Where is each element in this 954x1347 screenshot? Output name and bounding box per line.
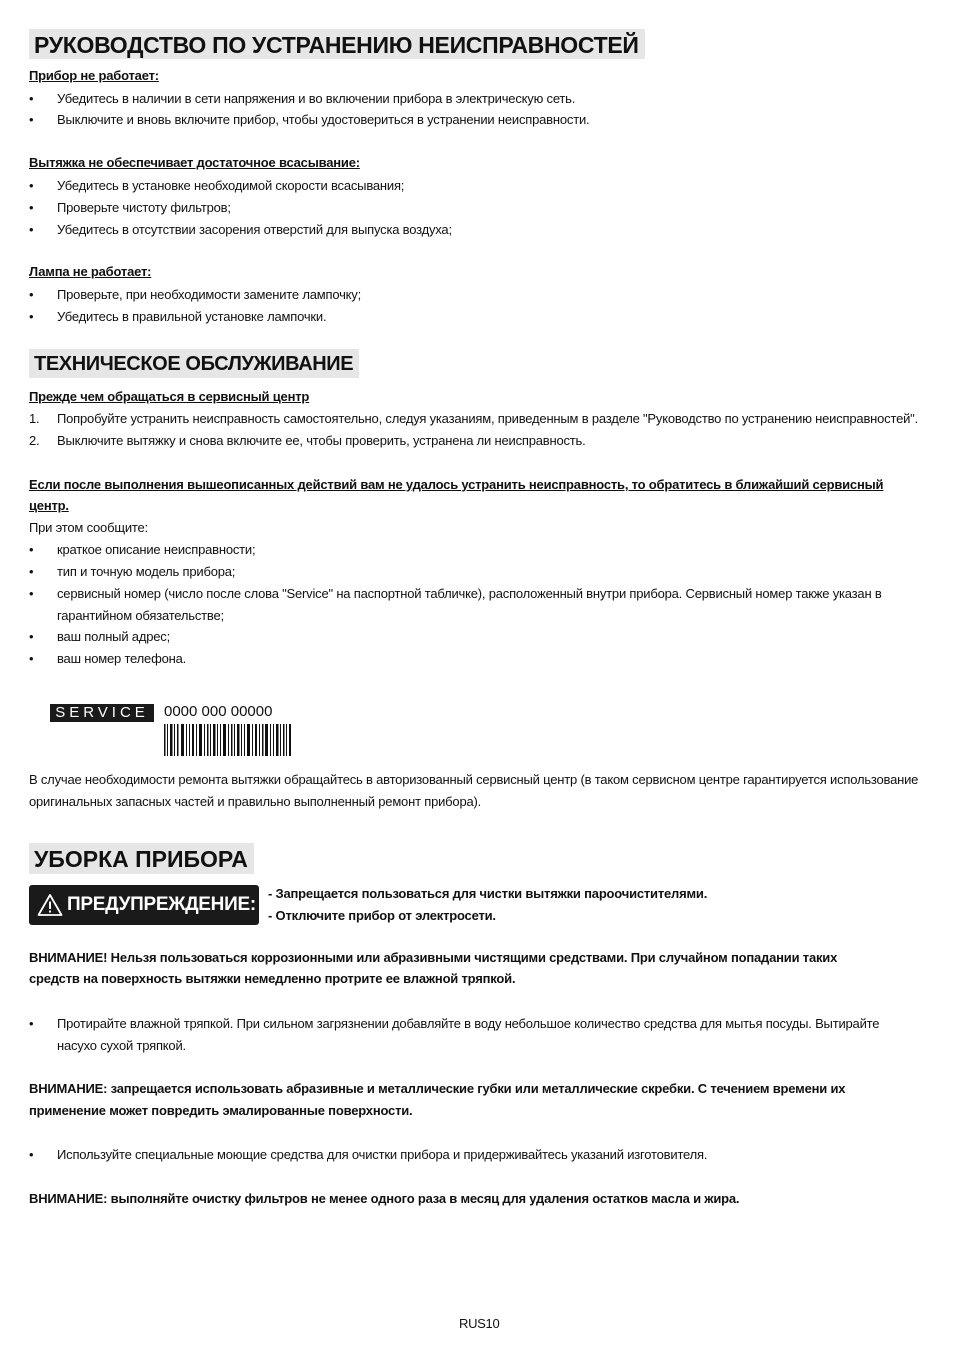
attention-filters: ВНИМАНИЕ: выполняйте очистку фильтров не менее одного раза в месяц для удаления остатков масла и жира. bbox=[29, 1191, 740, 1206]
contact-service-line: центр. bbox=[29, 498, 69, 513]
group-title-suction: Вытяжка не обеспечивает достаточное всасывание: bbox=[29, 155, 360, 170]
section-title-cleaning: УБОРКА ПРИБОРА bbox=[29, 843, 254, 874]
section-title-troubleshooting: РУКОВОДСТВО ПО УСТРАНЕНИЮ НЕИСПРАВНОСТЕЙ bbox=[29, 29, 645, 59]
service-label: SERVICE bbox=[50, 704, 154, 722]
manual-page: РУКОВОДСТВО ПО УСТРАНЕНИЮ НЕИСПРАВНОСТЕЙ Прибор не работает: • Убедитесь в наличии в сети напряжения и во включении прибора в электрическую сеть. • Выключите и вновь включите прибор, чтобы удостовериться в устранении неисправности. Вытяжка не обеспечивает достаточное всасывание: • Убедитесь в установке необходимой скорости всасывания; • Проверьте чистоту фильтров; • Убедитесь в отсутствии засорения отверстий для выпуска воздуха; Лампа не работает: • Проверьте, при необходимости замените лампочку; • Убедитесь в правильной установке лампочки. ТЕХНИЧЕСКОЕ ОБСЛУЖИВАНИЕ Прежде чем обращаться в сервисный центр 1. Попробуйте устранить неисправность самостоятельно, следуя указаниям, приведенным в разделе "Руководство по устранению неисправностей". 2. Выключите вытяжку и снова включите ее, чтобы проверить, устранена ли неисправность. Если после выполнения вышеописанных действий вам не удалось устранить неисправность, то обратитесь в ближайший сервисный центр. При этом сообщите: • краткое описание неисправности; • тип и точную модель прибора; • сервисный номер (число после слова "Service" на паспортной табличке), расположенный внутри прибора. Сервисный номер также указан в гарантийном обязательстве; • ваш полный адрес; • ваш номер телефона. SERVICE 0000 000 00000 В случае необходимости ремонта вытяжки обращайтесь в авторизованный сервисный центр (в таком сервисном центре гарантируется использование оригинальных запасных частей и правильно выполненный ремонт прибора). УБОРКА ПРИБОРА ПРЕДУПРЕЖДЕНИЕ: - Запрещается пользоваться для чистки вытяжки пароочистителями. - Отключите прибор от электросети. ВНИМАНИЕ! Нельзя пользоваться коррозионными или абразивными чистящими средствами. При случайном попадании таких средств на поверхность вытяжки немедленно протрите ее влажной тряпкой. • Протирайте влажной тряпкой. При сильном загрязнении добавляйте в воду небольшое количество средства для мытья посуды. Вытирайте насухо сухой тряпкой. ВНИМАНИЕ: запрещается использовать абразивные и металлические губки или металлические скребки. С течением времени их применение может повредить эмалированные поверхности. • Используйте специальные моющие средства для очистки прибора и придерживайтесь указаний изготовителя. ВНИМАНИЕ: выполняйте очистку фильтров не менее одного раза в месяц для удаления остатков масла и жира. RUS10 bbox=[0, 0, 954, 1347]
repair-paragraph-line: оригинальных запасных частей и правильно выполненный ремонт прибора). bbox=[29, 794, 482, 809]
warning-label: ПРЕДУПРЕЖДЕНИЕ: bbox=[67, 894, 256, 915]
warning-lines bbox=[268, 883, 707, 927]
attention-corrosive: ВНИМАНИЕ! Нельзя пользоваться коррозионными или абразивными чистящими средствами. При случайном попадании таких bbox=[29, 950, 838, 965]
repair-paragraph-line: В случае необходимости ремонта вытяжки обращайтесь в авторизованный сервисный центр (в таком сервисном центре гарантируется использование bbox=[29, 772, 919, 787]
warning-line: - Отключите прибор от электросети. bbox=[268, 908, 496, 923]
barcode-icon bbox=[164, 724, 292, 756]
warning-triangle-icon bbox=[37, 893, 63, 917]
contact-service-line: Если после выполнения вышеописанных действий вам не удалось устранить неисправность, то обратитесь в ближайший сервисный bbox=[29, 477, 884, 492]
before-service-title: Прежде чем обращаться в сервисный центр bbox=[29, 389, 310, 404]
attention-corrosive: средств на поверхность вытяжки немедленно протрите ее влажной тряпкой. bbox=[29, 971, 516, 986]
section-title-service: ТЕХНИЧЕСКОЕ ОБСЛУЖИВАНИЕ bbox=[29, 349, 359, 378]
attention-abrasive: применение может повредить эмалированные поверхности. bbox=[29, 1103, 413, 1118]
page-number: RUS10 bbox=[459, 1316, 500, 1331]
warning-line: - Запрещается пользоваться для чистки вытяжки пароочистителями. bbox=[268, 886, 708, 901]
report-intro: При этом сообщите: bbox=[29, 520, 148, 535]
group-title-lamp: Лампа не работает: bbox=[29, 264, 152, 279]
group-title-not-working: Прибор не работает: bbox=[29, 68, 159, 83]
warning-badge bbox=[29, 885, 259, 925]
attention-abrasive: ВНИМАНИЕ: запрещается использовать абразивные и металлические губки или металлические скребки. С течением времени их bbox=[29, 1081, 846, 1096]
service-number: 0000 000 00000 bbox=[164, 703, 273, 720]
